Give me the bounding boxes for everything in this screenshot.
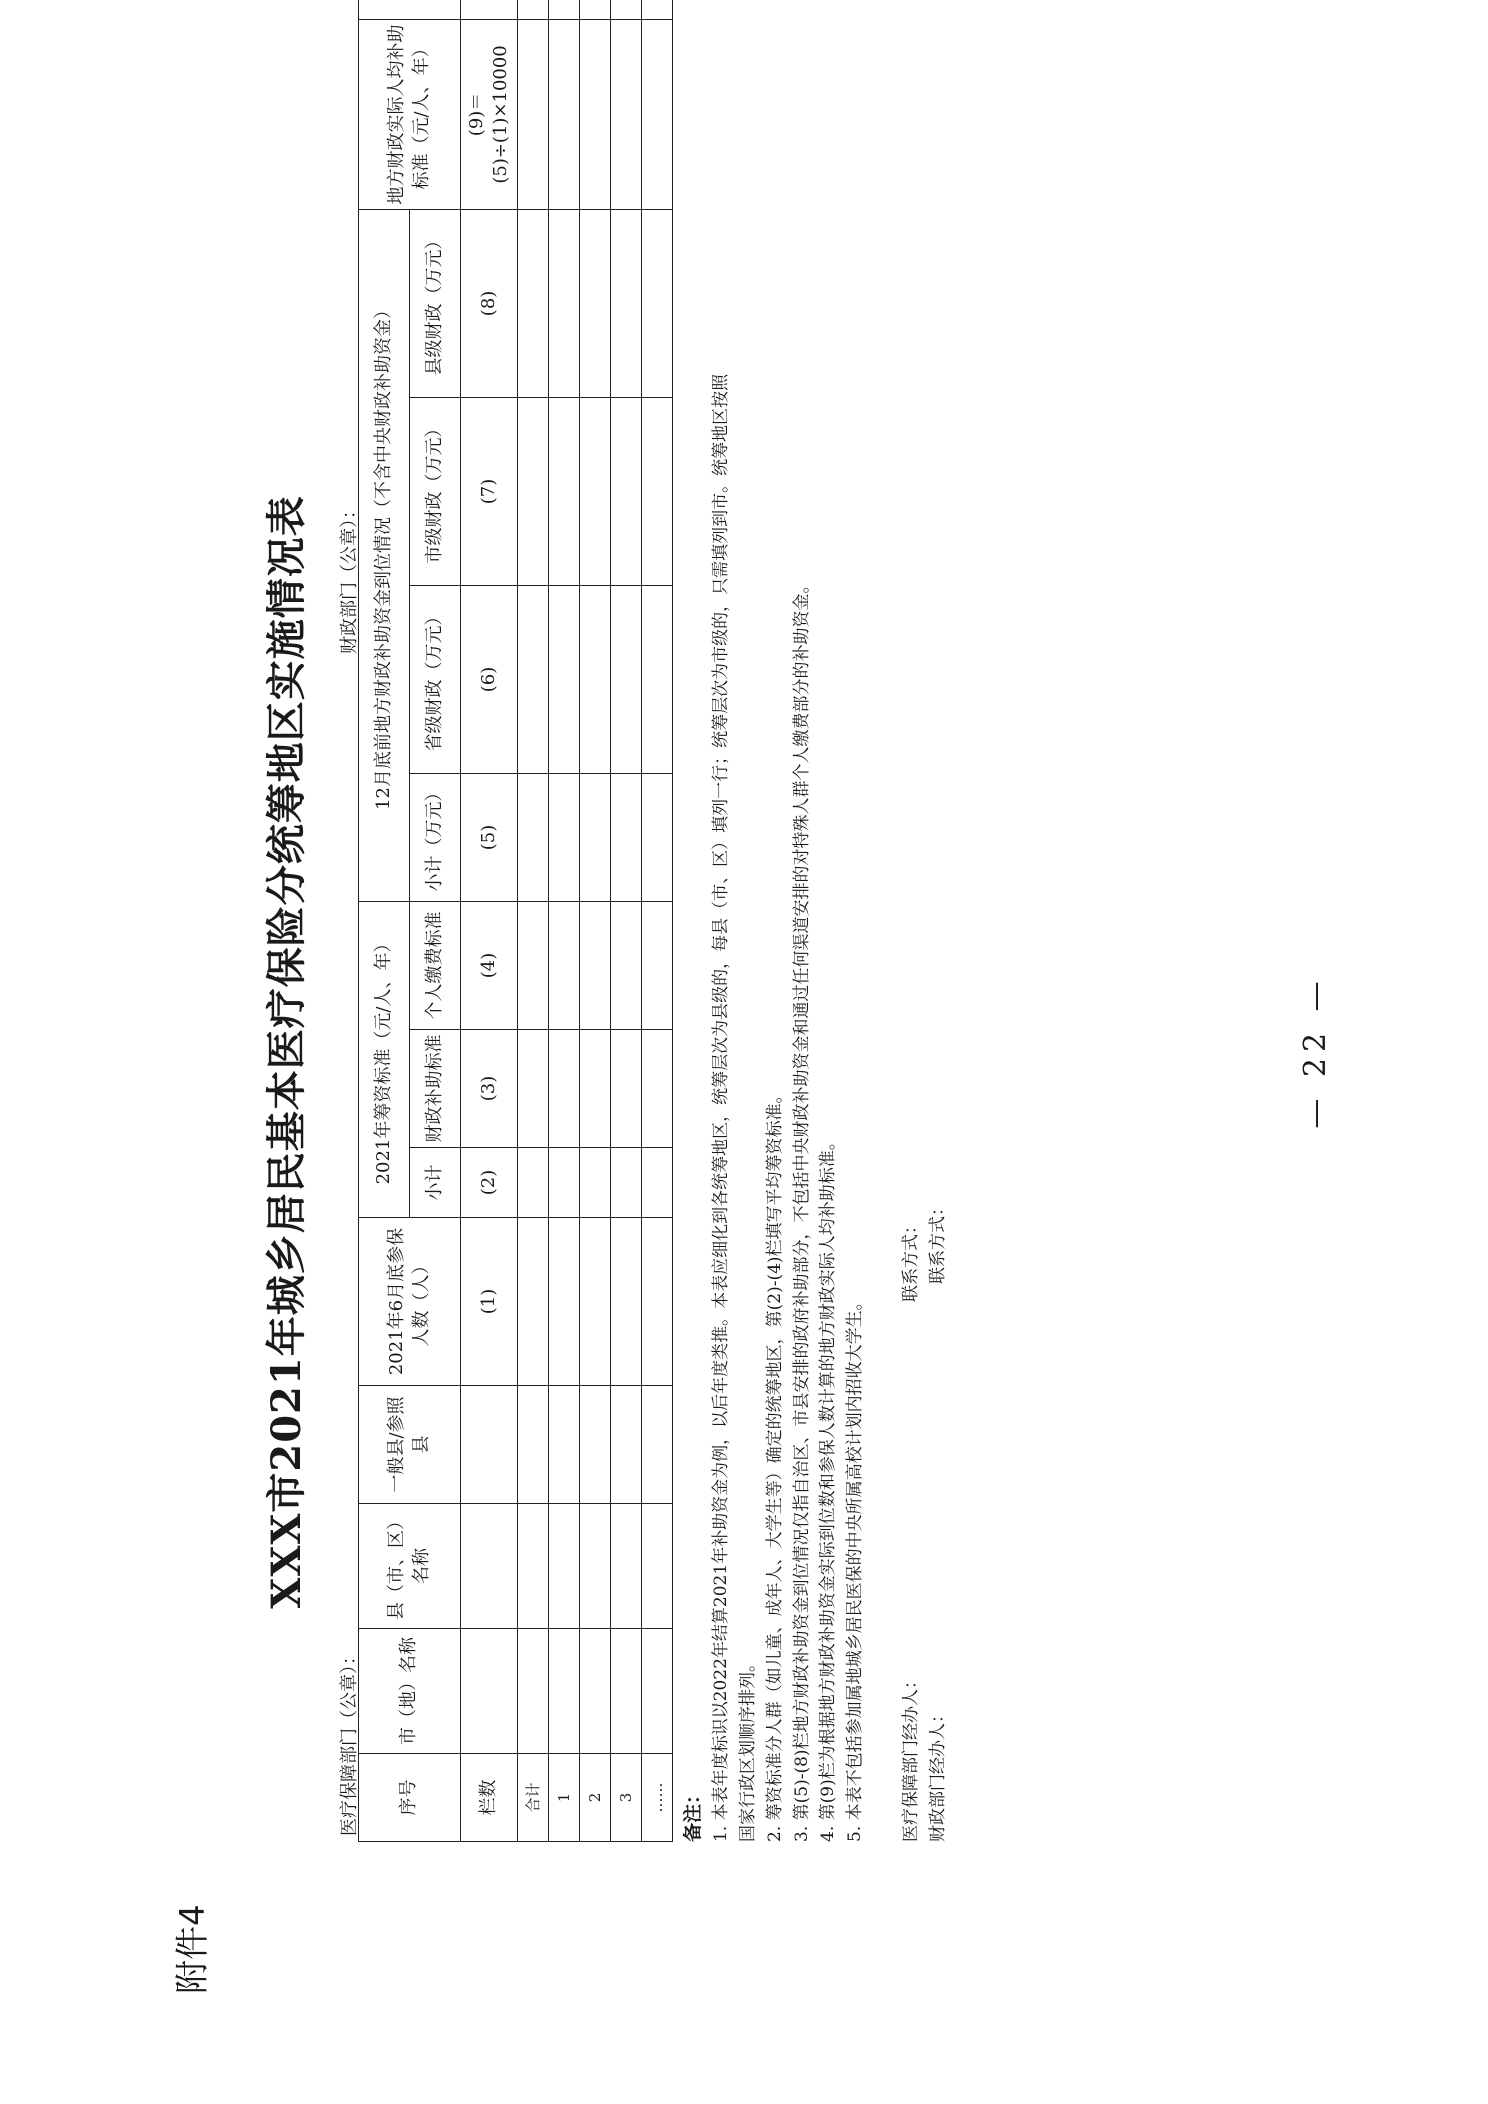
table-cell bbox=[642, 19, 673, 209]
table-cell bbox=[611, 1504, 642, 1629]
row-label: 2 bbox=[580, 1754, 611, 1842]
table-cell bbox=[611, 1386, 642, 1504]
notes-section bbox=[678, 374, 869, 1842]
table-cell bbox=[580, 1386, 611, 1504]
table-cell bbox=[611, 1030, 642, 1148]
table-cell bbox=[611, 1629, 642, 1754]
header-fiscal-subsidy-standard: 财政补助标准 bbox=[410, 1030, 461, 1148]
table-cell bbox=[549, 1504, 580, 1629]
table-cell bbox=[611, 773, 642, 901]
table-cell bbox=[580, 19, 611, 209]
table-cell bbox=[611, 397, 642, 585]
table-cell bbox=[549, 1218, 580, 1386]
page-number: — 22 — bbox=[1298, 975, 1333, 1129]
row-label: …… bbox=[642, 1754, 673, 1842]
table-cell bbox=[642, 1218, 673, 1386]
table-cell bbox=[549, 397, 580, 585]
table-row bbox=[580, 0, 611, 1842]
table-cell bbox=[518, 1386, 549, 1504]
header-row-1 bbox=[359, 0, 410, 1842]
header-group-local-funds: 12月底前地方财政补助资金到位情况（不含中央财政补助资金） bbox=[359, 209, 410, 901]
header-city-finance: 市级财政（万元） bbox=[410, 397, 461, 585]
table-cell bbox=[549, 773, 580, 901]
column-number: (6) bbox=[461, 585, 518, 773]
table-cell bbox=[642, 0, 673, 19]
table-cell bbox=[461, 1386, 518, 1504]
table-cell bbox=[580, 1629, 611, 1754]
header-seq: 序号 bbox=[359, 1754, 461, 1842]
table-cell bbox=[549, 209, 580, 397]
table-cell bbox=[580, 397, 611, 585]
column-number: (8) bbox=[461, 209, 518, 397]
header-provincial-finance: 省级财政（万元） bbox=[410, 585, 461, 773]
table-cell bbox=[518, 1030, 549, 1148]
table-cell bbox=[549, 1386, 580, 1504]
table-cell bbox=[611, 585, 642, 773]
table-cell bbox=[461, 1504, 518, 1629]
column-number-formula: (9)＝(5)÷(1)×10000 bbox=[461, 19, 518, 209]
header-avg-subsidy: 地方财政实际人均补助标准（元/人、年） bbox=[359, 19, 461, 209]
header-county-name: 县（市、区）名称 bbox=[359, 1504, 461, 1629]
table-row bbox=[549, 0, 580, 1842]
column-number: (7) bbox=[461, 397, 518, 585]
note-line-3: 3. 第(5)-(8)栏地方财政补助资金到位情况仅指自治区、市县安排的政府补助部分，不包括中央财政补助资金和通过任何渠道安排的对特殊人群个人缴费部分的补助资金。 bbox=[791, 576, 812, 1842]
table-cell bbox=[518, 0, 549, 19]
medical-handler-row bbox=[898, 1199, 925, 1842]
table-row bbox=[518, 0, 549, 1842]
table-cell bbox=[549, 585, 580, 773]
table-cell bbox=[642, 1148, 673, 1218]
note-line-1: 1. 本表年度标识以2022年结算2021年补助资金为例，以后年度类推。本表应细化到各统筹地区，统筹层次为县级的，每县（市、区）填列一行；统筹层次为市级的，只需填列到市。统筹地区按照 bbox=[711, 373, 732, 1842]
medical-dept-stamp-label: 医疗保障部门（公章）： bbox=[339, 1647, 360, 1836]
table-cell bbox=[642, 1629, 673, 1754]
column-number: (5) bbox=[461, 773, 518, 901]
table-row bbox=[611, 0, 642, 1842]
header-group-2021-standard: 2021年筹资标准（元/人、年） bbox=[359, 901, 410, 1217]
table-cell bbox=[518, 585, 549, 773]
header-insured-count: 2021年6月底参保人数（人） bbox=[359, 1218, 461, 1386]
table-cell bbox=[518, 1218, 549, 1386]
table-cell bbox=[611, 209, 642, 397]
finance-contact-label: 联系方式： bbox=[927, 1199, 948, 1284]
note-line-5: 5. 本表不包括参加属地城乡居民医保的中央所属高校计划内招收大学生。 bbox=[845, 1293, 866, 1842]
table-cell bbox=[461, 0, 518, 19]
table-cell bbox=[580, 901, 611, 1029]
table-cell bbox=[518, 901, 549, 1029]
finance-dept-stamp-label: 财政部门（公章）： bbox=[339, 501, 360, 654]
table-cell bbox=[580, 209, 611, 397]
table-cell bbox=[580, 585, 611, 773]
finance-handler-row bbox=[925, 1199, 952, 1842]
table-cell bbox=[580, 1504, 611, 1629]
column-number: (3) bbox=[461, 1030, 518, 1148]
column-number-row bbox=[461, 0, 518, 1842]
header-county-finance: 县级财政（万元） bbox=[410, 209, 461, 397]
table-cell bbox=[642, 209, 673, 397]
row-label: 3 bbox=[611, 1754, 642, 1842]
table-cell bbox=[611, 901, 642, 1029]
table-cell bbox=[642, 773, 673, 901]
table-cell bbox=[518, 209, 549, 397]
column-number: (2) bbox=[461, 1148, 518, 1218]
table-cell bbox=[642, 397, 673, 585]
table-cell bbox=[518, 773, 549, 901]
table-cell bbox=[518, 397, 549, 585]
table-cell bbox=[611, 0, 642, 19]
document-title: XXX市2021年城乡居民基本医疗保险分统筹地区实施情况表 bbox=[263, 495, 310, 1609]
table-cell bbox=[461, 1629, 518, 1754]
row-label: 合计 bbox=[518, 1754, 549, 1842]
table-cell bbox=[549, 1030, 580, 1148]
header-county-type: 一般县/参照县 bbox=[359, 1386, 461, 1504]
medical-handler-label: 医疗保障部门经办人： bbox=[901, 1672, 921, 1842]
table-cell bbox=[518, 1629, 549, 1754]
medical-contact-label: 联系方式： bbox=[901, 1217, 921, 1302]
table-cell bbox=[580, 1030, 611, 1148]
header-remark bbox=[359, 0, 461, 19]
implementation-table bbox=[358, 0, 673, 1842]
table-cell bbox=[580, 773, 611, 901]
table-cell bbox=[580, 0, 611, 19]
table-cell bbox=[518, 1504, 549, 1629]
row-label: 1 bbox=[549, 1754, 580, 1842]
table-cell bbox=[642, 901, 673, 1029]
column-number: (4) bbox=[461, 901, 518, 1029]
finance-handler-label: 财政部门经办人： bbox=[927, 1706, 948, 1842]
table-cell bbox=[642, 585, 673, 773]
table-cell bbox=[549, 0, 580, 19]
table-cell bbox=[611, 19, 642, 209]
table-cell bbox=[549, 1629, 580, 1754]
table-cell bbox=[549, 1148, 580, 1218]
table-cell bbox=[549, 901, 580, 1029]
table-cell bbox=[642, 1386, 673, 1504]
header-personal-payment-standard: 个人缴费标准 bbox=[410, 901, 461, 1029]
table-cell bbox=[611, 1218, 642, 1386]
table-cell bbox=[518, 19, 549, 209]
header-city-name: 市（地）名称 bbox=[359, 1629, 461, 1754]
table-cell bbox=[549, 19, 580, 209]
column-number: (1) bbox=[461, 1218, 518, 1386]
table-cell bbox=[580, 1148, 611, 1218]
handler-signatures bbox=[898, 1199, 952, 1842]
note-line-1-continued: 国家行政区划顺序排列。 bbox=[737, 1655, 758, 1842]
header-subtotal-funds: 小计（万元） bbox=[410, 773, 461, 901]
header-subtotal-standard: 小计 bbox=[410, 1148, 461, 1218]
table-row bbox=[642, 0, 673, 1842]
note-line-4: 4. 第(9)栏为根据地方财政补助资金实际到位数和参保人数计算的地方财政实际人均补助标准。 bbox=[818, 1133, 839, 1842]
notes-title: 备注： bbox=[682, 1784, 704, 1842]
table-cell bbox=[642, 1504, 673, 1629]
table-cell bbox=[611, 1148, 642, 1218]
table-cell bbox=[642, 1030, 673, 1148]
attachment-label: 附件4 bbox=[173, 1904, 213, 1994]
note-line-2: 2. 筹资标准分人群（如儿童、成年人、大学生等）确定的统筹地区，第(2)-(4)栏填写平均筹资标准。 bbox=[764, 1086, 785, 1842]
column-count-label: 栏数 bbox=[461, 1754, 518, 1842]
table-cell bbox=[580, 1218, 611, 1386]
table-cell bbox=[518, 1148, 549, 1218]
